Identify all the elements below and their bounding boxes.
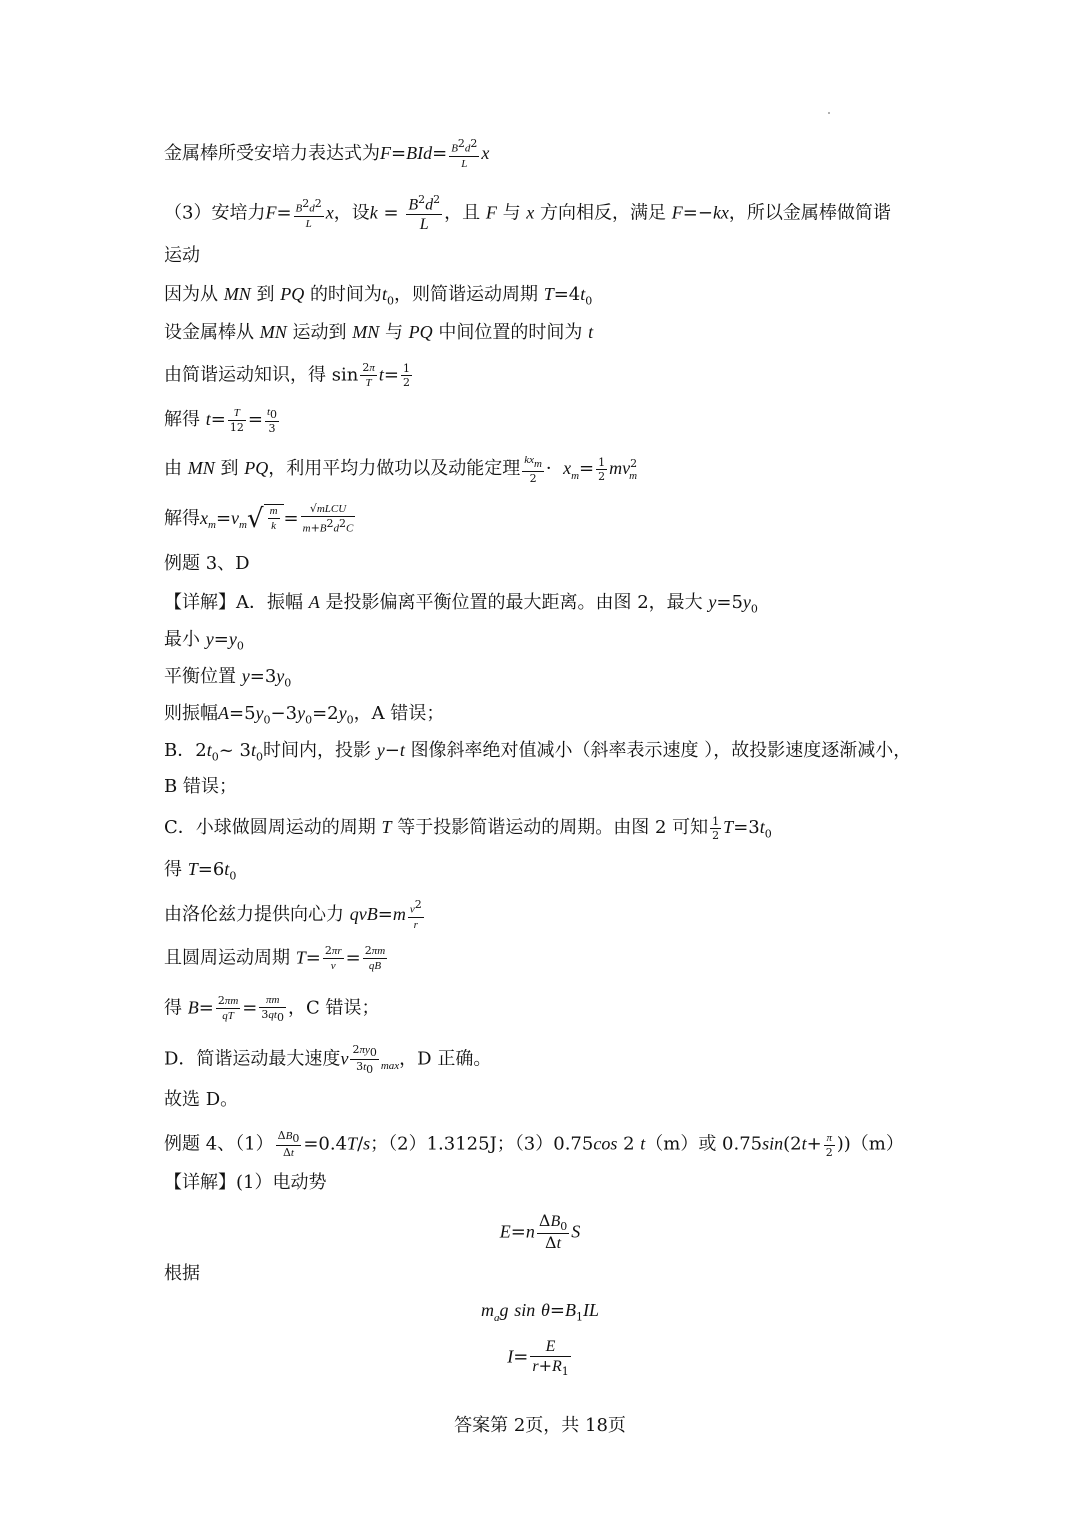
fraction: $\frac{B^2d^2}{L}$: [451, 137, 478, 170]
text-line: 例题 4、（1） $\frac{\Delta B_0}{\Delta t}$ =0.4T/s；（2）1.3125J；（3）0.75cos 2 t（m）或 0.75sin(2t+ $\frac{\pi}{2}$ ))（m）: [164, 1129, 904, 1160]
text-line: 故选 D。: [164, 1089, 239, 1110]
text-line: 解得$x_m=v_m√$ $\frac{m}{k}$ = √mLCU $m+B^2d^2C$: [164, 502, 354, 535]
text-line: 得 $T=6t_0$: [164, 859, 237, 883]
page-footer: 答案第 2页，共 18页: [454, 1415, 626, 1436]
text-line: D．简谐运动最大速度v $\frac{2\pi y_0}{3t_0}$ $_{max}$，D 正确。: [164, 1043, 492, 1077]
text-line: 金属棒所受安培力表达式为F=BId= $\frac{B^2d^2}{L}$ x: [164, 137, 490, 170]
text-line: 则振幅$A=5y_0-3y_0=2y_0$，A 错误；: [164, 703, 445, 727]
text-line: C．小球做圆周运动的周期 T 等于投影简谐运动的周期。由图 2 可知 $\frac{1}{2}$ $T=3t_0$: [164, 814, 772, 842]
text-line: 解得 t= $\frac{T}{12}$ = $\frac{t_0}{3}$: [164, 406, 277, 436]
text-line: 【详解】A．振幅 A 是投影偏离平衡位置的最大距离。由图 2，最大 $y=5y_0$: [164, 592, 758, 616]
text-line: 由 MN 到 PQ，利用平均力做功以及动能定理 $kx_m$ 2 · $x_m=$ $\frac{1}{2}$ $mv^2_m$: [164, 454, 638, 485]
text-line: 设金属棒从 MN 运动到 MN 与 PQ 中间位置的时间为 t: [164, 322, 594, 343]
text-line: 得 B= $\frac{2\pi m}{qT}$ = $\frac{\pi m}{3qt_0}$ ，C 错误；: [164, 994, 380, 1025]
text-line: 运动: [164, 245, 200, 266]
equation: E=n $\frac{\Delta B_0}{\Delta t}$ S: [499, 1211, 581, 1253]
equation: $m_ag$ $\sin \theta=B_1IL$: [481, 1300, 599, 1324]
text-line: 由简谐运动知识，得 sin $\frac{2\pi}{T}$ t= $\frac{1}{2}$: [164, 361, 410, 389]
text-line: 【详解】(1）电动势: [164, 1172, 327, 1193]
text-line: B 错误；: [164, 776, 237, 797]
text-line: 例题 3、D: [164, 553, 250, 574]
equation: I= $\frac{E}{r+R_1}$: [507, 1338, 569, 1379]
speck: [828, 112, 830, 114]
text-line: 根据: [164, 1263, 200, 1284]
text-line: 最小 $y=y_0$: [164, 629, 244, 653]
text-line: B．$2t_0\sim$ $3t_0$时间内，投影 y−t 图像斜率绝对值减小（斜率表示速度 ），故投影速度逐渐减小，: [164, 740, 912, 764]
text-line: 且圆周运动周期 T= $\frac{2\pi r}{v}$ = $\frac{2\pi m}{qB}$: [164, 944, 386, 972]
text-line: （3）安培力F= $\frac{B^2d^2}{L}$ x，设k = $\frac{B^2d^2}{L}$ ，且 F 与 x 方向相反，满足 F=−kx，所以金属棒做简谐: [164, 193, 891, 234]
text-line: 由洛伦兹力提供向心力 qvB=m $\frac{v^2}{r}$: [164, 898, 422, 931]
text-line: 因为从 MN 到 PQ 的时间为$t_0$，则简谐运动周期 $T=4t_0$: [164, 284, 593, 308]
text-line: 平衡位置 $y=3y_0$: [164, 666, 292, 690]
